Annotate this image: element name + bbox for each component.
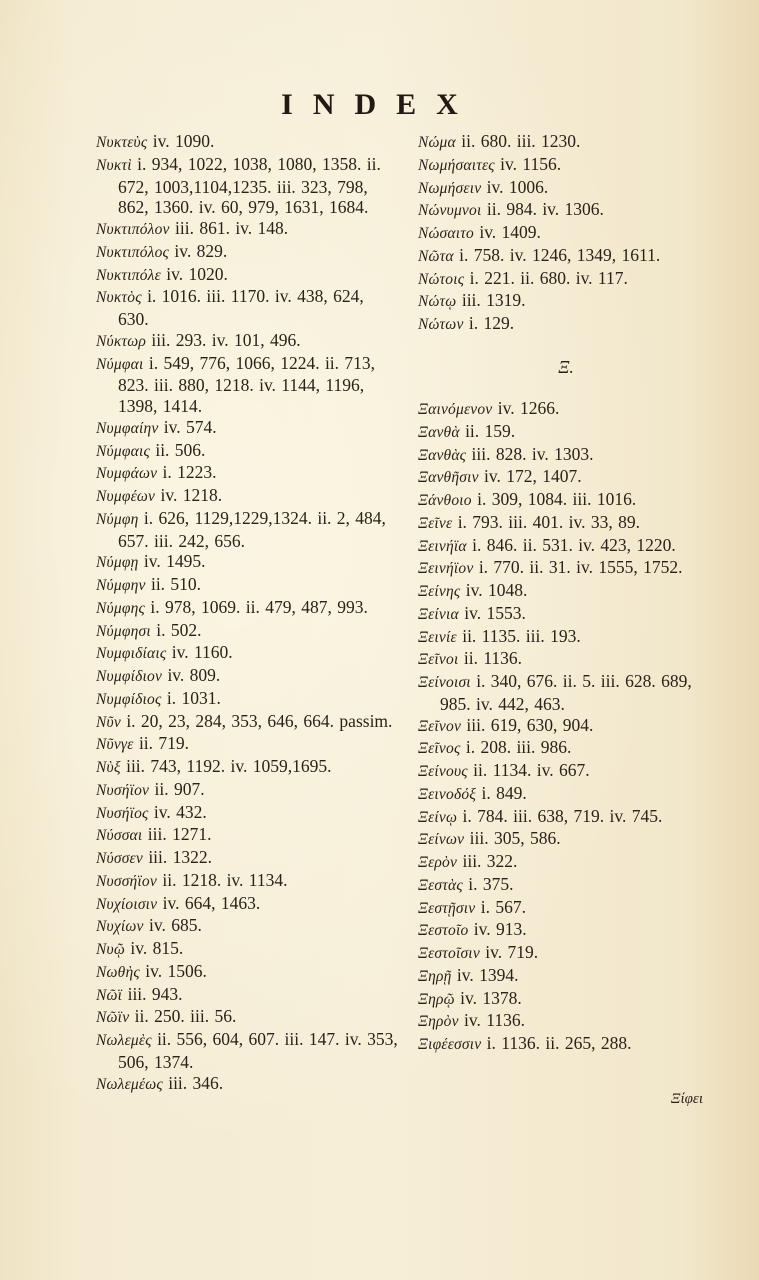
entry-references: ii. 159. [465, 420, 516, 441]
entry-headword: Ξιφέεσσιν [418, 1036, 482, 1053]
index-column-left [96, 131, 398, 1095]
index-entry [96, 961, 398, 984]
index-entry [96, 508, 398, 552]
entry-references: iv. 574. [163, 416, 217, 437]
entry-references: i. 793. iii. 401. iv. 33, 89. [457, 511, 640, 532]
index-entry [418, 512, 714, 535]
entry-headword: Ξεστοῖο [418, 922, 469, 940]
entry-references: i. 20, 23, 284, 353, 646, 664. passim. [126, 710, 393, 731]
index-entry [96, 642, 398, 665]
entry-references: i. 129. [468, 313, 515, 333]
entry-headword: Νῶτα [418, 247, 454, 265]
index-entry [96, 131, 398, 154]
entry-references: ii. 1136. [463, 648, 523, 669]
index-entry [96, 417, 398, 440]
index-entry [418, 671, 714, 715]
index-entry [418, 489, 714, 512]
entry-references: iv. 829. [174, 240, 228, 261]
entry-headword: Νύμφαις [96, 442, 150, 460]
entry-references: i. 1136. ii. 265, 288. [486, 1033, 632, 1053]
entry-references: iv. 1090. [152, 131, 215, 151]
index-entry [418, 580, 714, 603]
entry-headword: Ξεῖνοι [418, 651, 459, 669]
index-entry [418, 897, 714, 920]
index-entry [418, 313, 714, 336]
index-entry [418, 535, 714, 558]
entry-references: iv. 1553. [464, 602, 526, 623]
entry-references: iv. 685. [148, 915, 202, 936]
index-entry [418, 965, 714, 988]
entry-references: ii. 1134. iv. 667. [473, 760, 590, 780]
index-entry [418, 737, 714, 760]
entry-headword: Νύκτωρ [96, 332, 147, 350]
entry-references: iv. 1160. [171, 642, 233, 663]
entry-headword: Ξαινόμενον [418, 401, 493, 418]
index-entry [418, 444, 714, 467]
index-entry [96, 779, 398, 802]
section-spacer [418, 377, 714, 398]
index-entry [418, 806, 714, 829]
entry-headword: Νὺξ [96, 759, 121, 776]
entry-references: ii. 506. [155, 439, 206, 460]
entry-references: i. 549, 776, 1066, 1224. ii. 713, 823. iii. 880, 1218. iv. 1144, 1196, 1398, 1414. [118, 352, 376, 416]
entry-references: iii. 861. iv. 148. [174, 218, 289, 238]
entry-references: iii. 1319. [461, 290, 526, 311]
index-entry [418, 988, 714, 1011]
entry-references: i. 221. ii. 680. iv. 117. [469, 267, 628, 288]
entry-headword: Ξανθὰ [418, 423, 460, 441]
index-entry [96, 1029, 398, 1073]
entry-references: iii. 305, 586. [469, 828, 561, 849]
index-entry [418, 851, 714, 874]
index-entry [96, 485, 398, 508]
index-entry [96, 915, 398, 938]
entry-references: ii. 1135. iii. 193. [462, 625, 581, 646]
entry-headword: Νυμφίδιον [96, 668, 163, 685]
entry-references: ii. 250. iii. 56. [134, 1006, 237, 1027]
entry-references: i. 978, 1069. ii. 479, 487, 993. [150, 596, 368, 617]
entry-headword: Νώτοις [418, 270, 465, 288]
entry-headword: Ξεῖνε [418, 514, 453, 532]
index-entry [418, 222, 714, 245]
entry-references: iv. 1409. [479, 222, 541, 242]
entry-references: i. 1031. [166, 687, 221, 708]
index-entry [96, 154, 398, 218]
entry-headword: Νύσσαι [96, 827, 143, 845]
entry-references: iv. 913. [473, 919, 527, 940]
index-entry [418, 760, 714, 783]
entry-references: ii. 556, 604, 607. iii. 147. iv. 353, 506, 1374. [118, 1029, 398, 1072]
index-entry [418, 245, 714, 268]
index-entry [96, 984, 398, 1007]
entry-headword: Νωλεμέως [96, 1075, 163, 1093]
entry-headword: Ξεινήϊα [418, 537, 467, 555]
index-entry [418, 919, 714, 942]
index-entry [96, 1073, 398, 1096]
entry-headword: Νωμήσειν [418, 179, 482, 197]
index-entry [96, 665, 398, 688]
entry-headword: Ξείνους [418, 763, 468, 780]
index-entry [418, 783, 714, 806]
entry-references: iv. 1020. [166, 263, 228, 284]
entry-references: i. 758. iv. 1246, 1349, 1611. [459, 244, 661, 265]
entry-headword: Νύμφη [96, 510, 139, 528]
index-entry [96, 330, 398, 353]
entry-references: iv. 1394. [456, 964, 519, 985]
entry-references: iv. 1048. [465, 580, 528, 600]
entry-references: ii. 719. [138, 733, 190, 754]
entry-references: iii. 293. iv. 101, 496. [151, 329, 301, 350]
entry-headword: Ξηρὸν [418, 1013, 459, 1031]
index-entry [96, 893, 398, 916]
entry-references: iv. 172, 1407. [484, 466, 582, 487]
index-column-right [418, 131, 714, 1056]
entry-references: iv. 1006. [486, 176, 549, 197]
entry-headword: Νυκτὸς [96, 289, 142, 307]
entry-references: iv. 1266. [497, 398, 560, 418]
entry-references: iv. 809. [167, 665, 221, 685]
index-entry [418, 626, 714, 649]
index-entry [418, 466, 714, 489]
index-entry [96, 574, 398, 597]
index-entry [418, 398, 714, 421]
entry-headword: Νυχίων [96, 918, 144, 936]
entry-headword: Ξανθὰς [418, 446, 467, 464]
entry-headword: Νωθὴς [96, 963, 140, 981]
entry-headword: Ξάνθοιο [418, 492, 472, 509]
entry-references: iv. 815. [130, 938, 184, 958]
index-entry [96, 824, 398, 847]
index-entry [96, 847, 398, 870]
entry-headword: Νυκτιπόλε [96, 266, 161, 284]
entry-headword: Νυχίοισιν [96, 895, 158, 913]
entry-headword: Ξανθῆσιν [418, 469, 479, 487]
index-entry [96, 597, 398, 620]
entry-headword: Νώτων [418, 316, 464, 333]
entry-references: iv. 1378. [460, 987, 522, 1008]
entry-headword: Νυκτεὺς [96, 134, 148, 151]
entry-headword: Νυκτιπόλον [96, 221, 170, 238]
entry-references: i. 784. iii. 638, 719. iv. 745. [462, 805, 663, 826]
entry-headword: Νυμφίδιος [96, 690, 162, 708]
index-entry [418, 1010, 714, 1033]
entry-headword: Νῦν [96, 713, 121, 731]
entry-headword: Νυσσήϊον [96, 872, 157, 890]
index-entry [96, 802, 398, 825]
entry-references: iii. 619, 630, 904. [466, 714, 594, 735]
index-entry [418, 199, 714, 222]
entry-headword: Νώσαιτο [418, 225, 474, 242]
entry-headword: Νύσσεν [96, 850, 143, 867]
entry-references: i. 502. [156, 619, 202, 640]
entry-headword: Νυκτιπόλος [96, 243, 170, 261]
entry-headword: Νύμφῃ [96, 554, 139, 572]
entry-headword: Νυμφιδίαις [96, 645, 167, 663]
entry-headword: Ξείνια [418, 605, 459, 623]
entry-headword: Νυσήϊον [96, 781, 150, 799]
entry-headword: Νῶϊ [96, 986, 123, 1004]
entry-references: iv. 1495. [143, 551, 206, 572]
entry-references: i. 1016. iii. 1170. iv. 438, 624, 630. [118, 286, 364, 329]
entry-references: i. 375. [468, 873, 514, 894]
entry-references: iv. 1156. [500, 153, 562, 174]
entry-references: i. 340, 676. ii. 5. iii. 628. 689, 985. iv. 442, 463. [440, 671, 692, 714]
index-entry [96, 756, 398, 779]
entry-references: ii. 1218. iv. 1134. [162, 869, 288, 890]
index-entry [418, 154, 714, 177]
catchword: Ξίφει [670, 1091, 703, 1107]
entry-references: iii. 1271. [147, 824, 212, 845]
entry-references: i. 770. ii. 31. iv. 1555, 1752. [478, 557, 683, 578]
index-entry [418, 131, 714, 154]
index-entry [96, 1006, 398, 1029]
entry-references: ii. 984. iv. 1306. [486, 199, 604, 220]
entry-headword: Ξείνοισι [418, 674, 471, 691]
index-entry [418, 603, 714, 626]
entry-references: iii. 1322. [148, 847, 213, 867]
entry-headword: Νυσήϊος [96, 804, 149, 822]
entry-references: i. 567. [480, 896, 526, 917]
index-entry [96, 264, 398, 287]
entry-references: iv. 1136. [464, 1010, 525, 1031]
entry-references: i. 208. iii. 986. [465, 737, 572, 758]
entry-headword: Νύμφης [96, 599, 145, 617]
index-entry [96, 688, 398, 711]
entry-headword: Ξεστῇσιν [418, 899, 476, 917]
entry-headword: Νυῷ [96, 941, 125, 958]
entry-headword: Ξεστοῖσιν [418, 945, 480, 962]
entry-references: iii. 346. [168, 1072, 224, 1093]
entry-references: iv. 1218. [160, 485, 223, 505]
entry-references: iii. 828. iv. 1303. [471, 443, 594, 464]
entry-headword: Ξηρῇ [418, 967, 452, 985]
index-entry [96, 286, 398, 330]
entry-references: i. 934, 1022, 1038, 1080, 1358. ii. 672, 1003,1104,1235. iii. 323, 798, 862, 1360. iv. 60, 979, 1631, 1684. [118, 153, 381, 218]
entry-headword: Ξεινοδόξ [418, 785, 477, 803]
entry-references: iii. 743, 1192. iv. 1059,1695. [126, 756, 332, 776]
entry-headword: Νύμφην [96, 577, 146, 594]
index-entry [96, 551, 398, 574]
entry-references: ii. 907. [154, 778, 205, 799]
entry-headword: Νωμήσαιτες [418, 156, 495, 174]
entry-references: iii. 322. [462, 851, 518, 871]
entry-headword: Ξεινήϊον [418, 560, 474, 578]
entry-references: i. 309, 1084. iii. 1016. [477, 489, 637, 509]
entry-references: ii. 680. iii. 1230. [461, 131, 581, 151]
index-entry [96, 711, 398, 734]
index-entry [418, 874, 714, 897]
index-entry [418, 648, 714, 671]
entry-headword: Ξερὸν [418, 854, 458, 871]
entry-headword: Νύμφαι [96, 355, 144, 373]
entry-headword: Νυμφαίην [96, 419, 159, 437]
entry-references: iv. 1506. [145, 960, 207, 981]
entry-references: ii. 510. [150, 574, 202, 594]
entry-headword: Νύμφησι [96, 622, 151, 640]
entry-references: i. 846. ii. 531. iv. 423, 1220. [472, 534, 676, 555]
entry-references: iv. 432. [153, 801, 207, 822]
entry-headword: Νυμφέων [96, 488, 156, 505]
index-entry [96, 870, 398, 893]
entry-headword: Ξείνων [418, 831, 465, 849]
index-entry [418, 942, 714, 965]
section-letter-heading: Ξ. [558, 356, 574, 377]
entry-headword: Ξείνῳ [418, 808, 458, 826]
entry-references: iii. 943. [127, 983, 183, 1004]
index-entry [418, 177, 714, 200]
entry-headword: Νώτῳ [418, 293, 457, 311]
index-entry [418, 557, 714, 580]
entry-headword: Νωλεμὲς [96, 1032, 152, 1049]
entry-headword: Νώνυμνοι [418, 202, 482, 220]
entry-headword: Ξεστὰς [418, 876, 463, 894]
index-entry [96, 620, 398, 643]
entry-references: iv. 719. [485, 942, 539, 962]
index-entry [418, 290, 714, 313]
index-entry [418, 421, 714, 444]
index-entry [418, 268, 714, 291]
index-entry [96, 218, 398, 241]
entry-headword: Νῦνγε [96, 736, 134, 754]
index-entry [96, 440, 398, 463]
entry-headword: Ξεῖνον [418, 717, 462, 735]
entry-references: i. 626, 1129,1229,1324. ii. 2, 484, 657. iii. 242, 656. [118, 507, 386, 551]
section-spacer [418, 336, 714, 357]
index-entry [418, 1033, 714, 1056]
entry-headword: Ξηρῷ [418, 990, 455, 1008]
index-entry [96, 733, 398, 756]
entry-headword: Νῶϊν [96, 1009, 130, 1027]
page-title: INDEX [281, 88, 478, 121]
index-entry [96, 938, 398, 961]
entry-headword: Νυμφάων [96, 465, 158, 483]
entry-headword: Νώμα [418, 134, 456, 151]
entry-references: iv. 664, 1463. [162, 892, 261, 913]
entry-headword: Νυκτὶ [96, 156, 132, 174]
index-entry [418, 715, 714, 738]
entry-headword: Ξεινίε [418, 628, 457, 646]
index-entry [96, 241, 398, 264]
entry-headword: Ξείνης [418, 583, 461, 600]
index-entry [96, 462, 398, 485]
entry-references: i. 849. [481, 782, 527, 803]
index-entry [96, 353, 398, 417]
entry-headword: Ξεῖνος [418, 740, 461, 758]
index-entry [418, 828, 714, 851]
entry-references: i. 1223. [162, 462, 217, 483]
